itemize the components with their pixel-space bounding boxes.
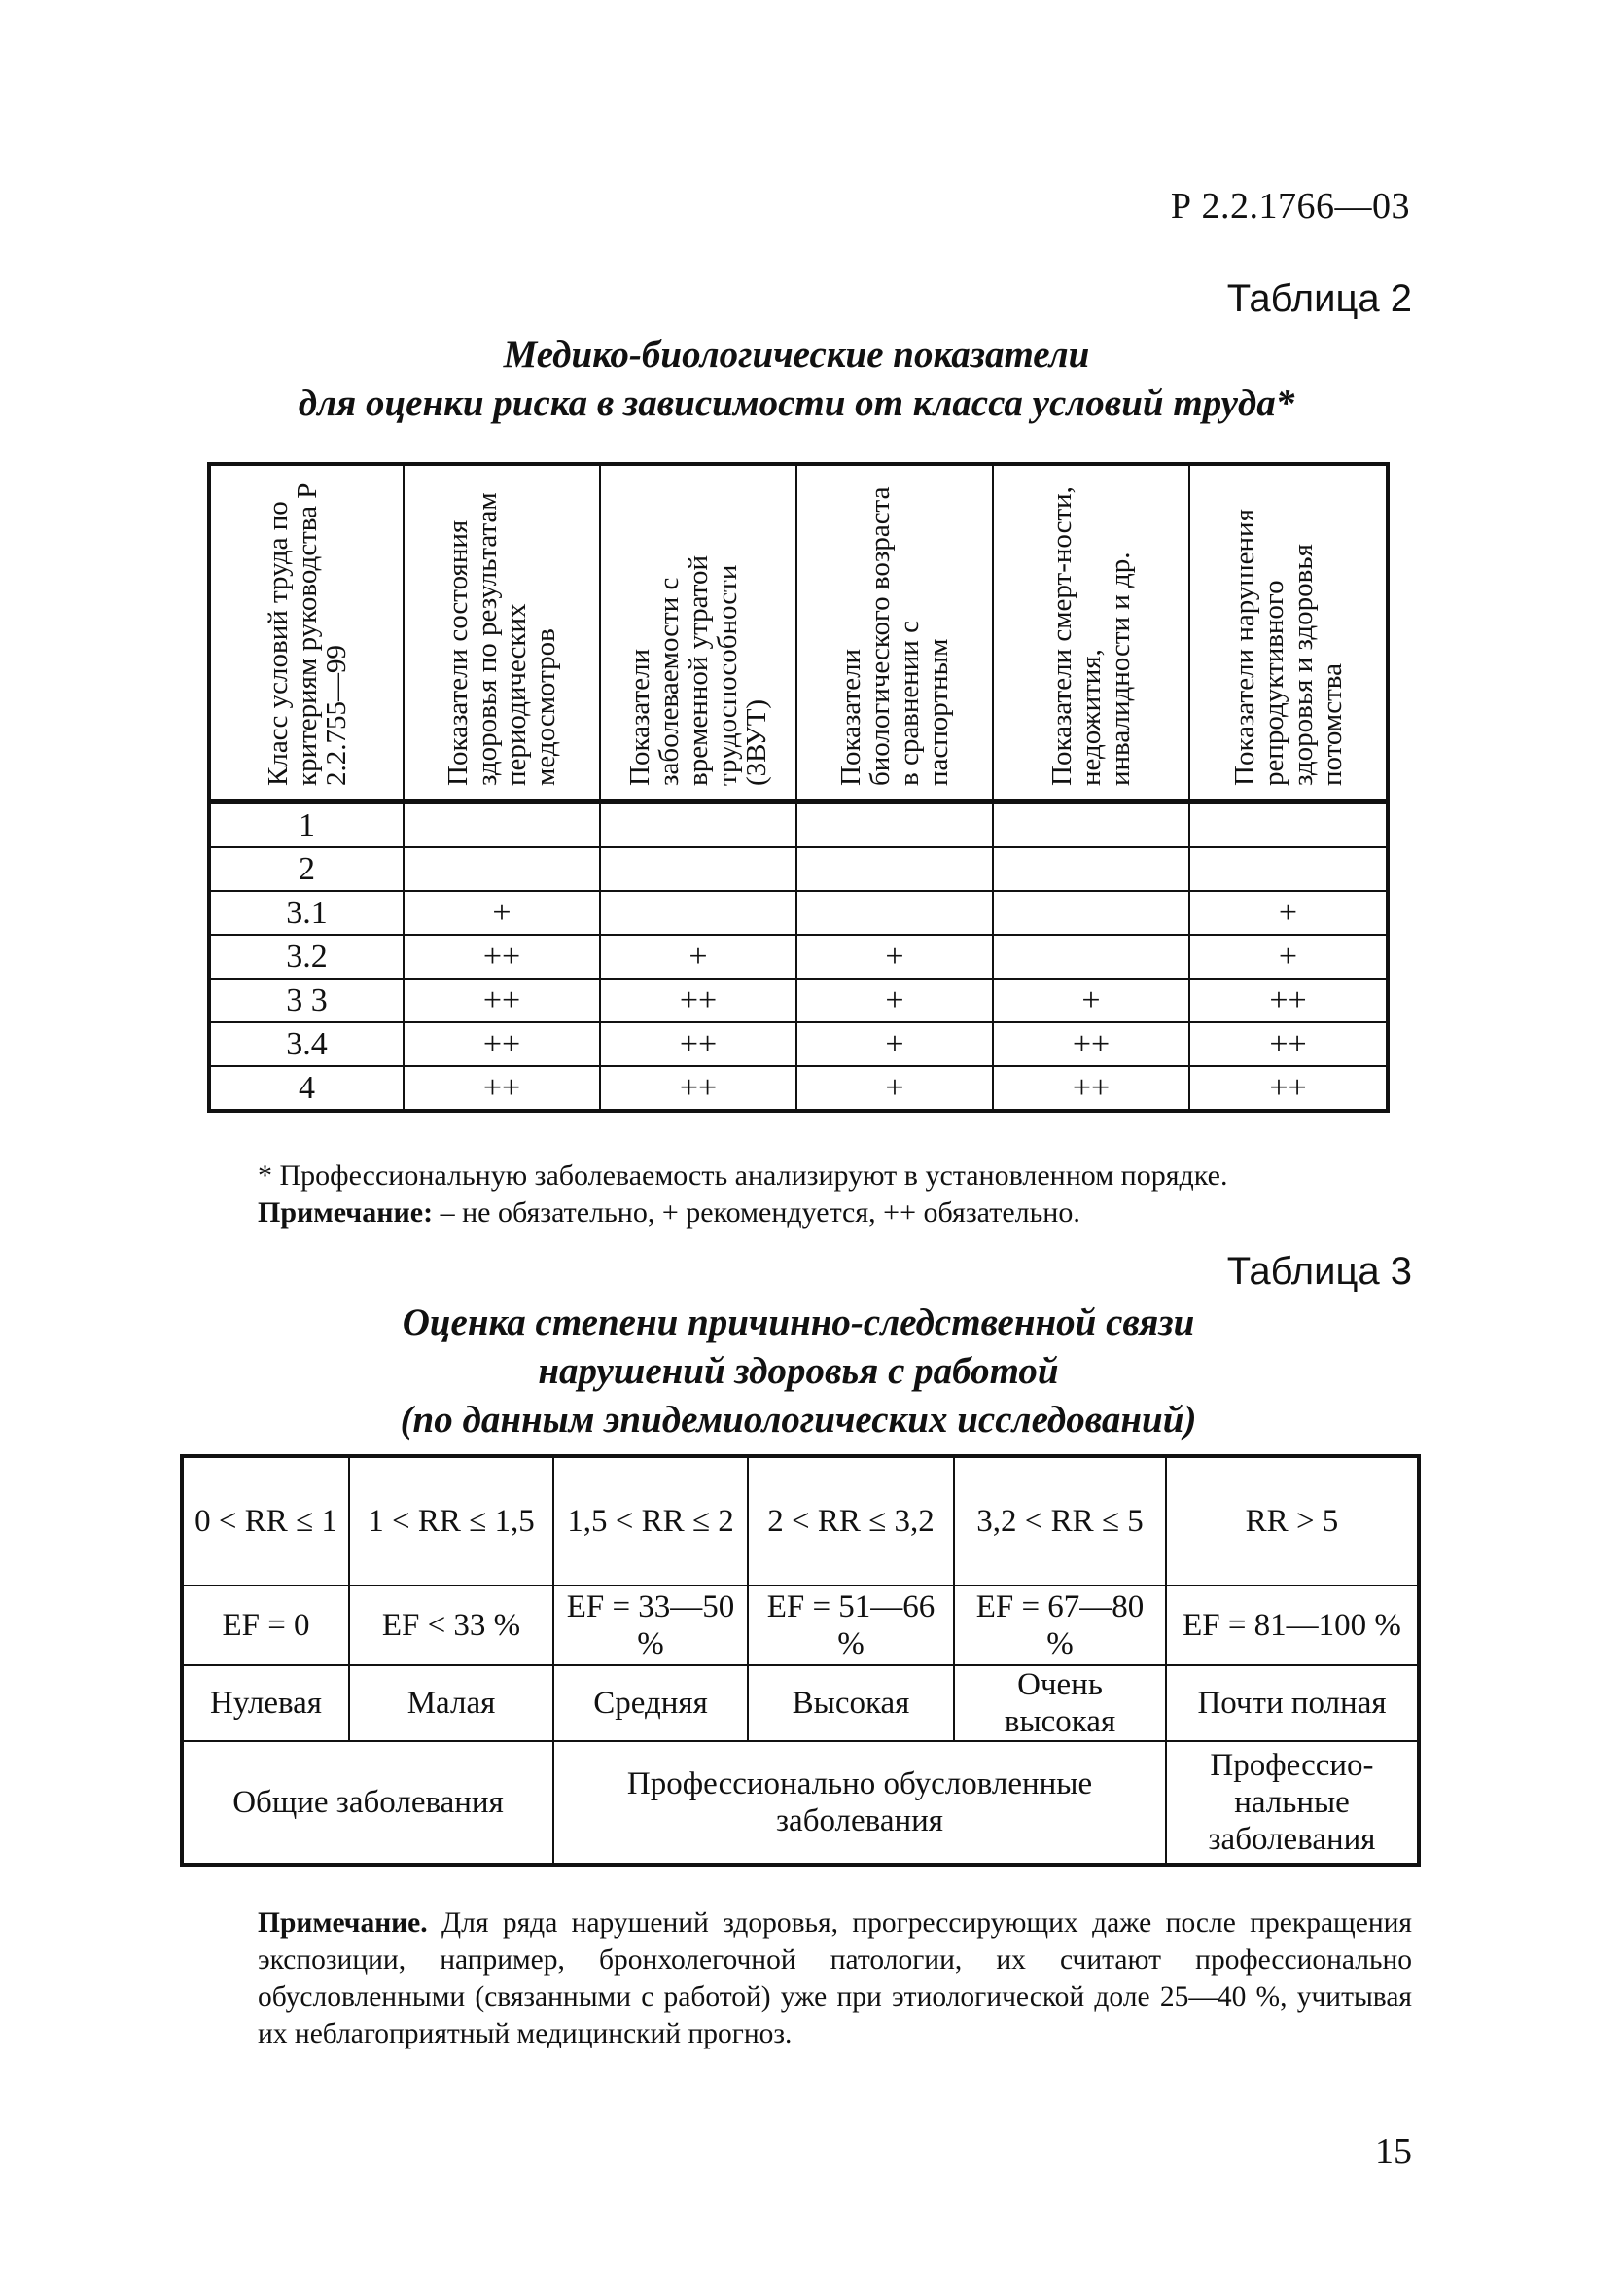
ef-cell: EF = 67—80 % [954, 1585, 1166, 1665]
ef-cell: EF = 33—50 % [553, 1585, 748, 1665]
table2-footnote: * Профессиональную заболеваемость анализируют в установленном порядке. [258, 1159, 1228, 1192]
table2-title [207, 331, 1386, 428]
table-cell: ++ [993, 1066, 1189, 1111]
table-cell: + [600, 935, 796, 979]
table-cell: ++ [600, 1022, 796, 1066]
table-cell [993, 847, 1189, 891]
category-cell: Профессио-нальные заболевания [1166, 1741, 1419, 1865]
rr-cell: 3,2 < RR ≤ 5 [954, 1456, 1166, 1585]
table-cell [404, 847, 600, 891]
table-cell: + [1189, 935, 1388, 979]
table-cell: ++ [1189, 1066, 1388, 1111]
table2-header-row [209, 464, 1388, 802]
table2-header-text: Показатели смерт-ности, недожития, инвалидности и др. [1046, 485, 1136, 786]
table-cell [796, 847, 993, 891]
document-code: Р 2.2.1766—03 [1170, 186, 1410, 227]
table-cell: ++ [1189, 1022, 1388, 1066]
table2-header-cell [993, 464, 1189, 802]
table2-header-text: Показатели биологического возраста в сравнении с паспортным [835, 486, 954, 786]
ef-cell: EF = 81—100 % [1166, 1585, 1419, 1665]
table3 [180, 1454, 1421, 1867]
degree-cell: Нулевая [182, 1665, 349, 1741]
table-cell [796, 891, 993, 935]
note-label: Примечание. [258, 1907, 428, 1939]
table-row [209, 847, 1388, 891]
table-cell: + [993, 979, 1189, 1022]
table3-label: Таблица 3 [1226, 1250, 1412, 1293]
table-cell [993, 802, 1189, 847]
note-text: Для ряда нарушений здоровья, прогрессирующих даже после прекращения экспозиции, например, бронхолегочной патологии, их считают профессионально обусловленными (связанными с работой) уже при этиологической доле 25—40 %, учитывая их неблагоприятный медицинский прогноз. [258, 1907, 1412, 2049]
table3-title-line1: Оценка степени причинно-следственной связи [402, 1301, 1195, 1343]
table-cell: + [796, 1066, 993, 1111]
table2 [207, 462, 1390, 1113]
table-cell: ++ [1189, 979, 1388, 1022]
table-cell: + [404, 891, 600, 935]
rr-cell: RR > 5 [1166, 1456, 1419, 1585]
table-cell: 4 [209, 1066, 404, 1111]
table-cell: ++ [404, 935, 600, 979]
category-cell: Профессионально обусловленные заболевания [553, 1741, 1166, 1865]
table-cell [993, 935, 1189, 979]
table-cell: ++ [404, 1066, 600, 1111]
table-cell [600, 802, 796, 847]
table3-degree-row [182, 1665, 1419, 1741]
degree-cell: Высокая [748, 1665, 954, 1741]
table-cell [600, 847, 796, 891]
table2-label: Таблица 2 [1226, 277, 1412, 320]
degree-cell: Почти полная [1166, 1665, 1419, 1741]
table3-ef-row [182, 1585, 1419, 1665]
ef-cell: EF = 51—66 % [748, 1585, 954, 1665]
table2-header-text: Класс условий труда по критериям руководства Р 2.2.755—99 [262, 482, 352, 786]
table-cell: + [1189, 891, 1388, 935]
table-cell: 2 [209, 847, 404, 891]
table2-header-cell [600, 464, 796, 802]
table-cell: 1 [209, 802, 404, 847]
table2-title-line2: для оценки риска в зависимости от класса условий труда* [298, 382, 1295, 424]
table2-header-cell [796, 464, 993, 802]
table-cell: ++ [404, 1022, 600, 1066]
table2-title-line1: Медико-биологические показатели [503, 334, 1090, 375]
table-row [209, 891, 1388, 935]
table3-rr-row [182, 1456, 1419, 1585]
table3-note [258, 1905, 1412, 2052]
table-cell [796, 802, 993, 847]
table-cell: 3.2 [209, 935, 404, 979]
table-cell [1189, 802, 1388, 847]
table-cell [404, 802, 600, 847]
table2-header-cell [1189, 464, 1388, 802]
table-cell [1189, 847, 1388, 891]
table3-title-line2: нарушений здоровья с работой [538, 1350, 1059, 1392]
table-cell: + [796, 979, 993, 1022]
ef-cell: EF < 33 % [349, 1585, 553, 1665]
table-cell [600, 891, 796, 935]
rr-cell: 0 < RR ≤ 1 [182, 1456, 349, 1585]
table2-header-text: Показатели нарушения репродуктивного здоровья и здоровья потомства [1228, 508, 1348, 786]
category-cell: Общие заболевания [182, 1741, 553, 1865]
table-row [209, 979, 1388, 1022]
rr-cell: 1 < RR ≤ 1,5 [349, 1456, 553, 1585]
table2-header-text: Показатели заболеваемости с временной утратой трудоспособности (ЗВУТ) [624, 554, 772, 786]
table2-header-cell [209, 464, 404, 802]
rr-cell: 1,5 < RR ≤ 2 [553, 1456, 748, 1585]
table2-header-text: Показатели состояния здоровья по результатам периодических медосмотров [442, 491, 561, 786]
table-cell: + [796, 935, 993, 979]
table-row [209, 802, 1388, 847]
degree-cell: Очень высокая [954, 1665, 1166, 1741]
table3-title-line3: (по данным эпидемиологических исследований) [400, 1399, 1197, 1441]
table3-title [180, 1299, 1417, 1444]
table3-category-row [182, 1741, 1419, 1865]
table-cell: ++ [404, 979, 600, 1022]
table-cell: 3.1 [209, 891, 404, 935]
table2-header-cell [404, 464, 600, 802]
degree-cell: Малая [349, 1665, 553, 1741]
table-cell: ++ [600, 1066, 796, 1111]
table-row [209, 1022, 1388, 1066]
table-row [209, 935, 1388, 979]
table-cell: 3 3 [209, 979, 404, 1022]
table-cell: + [796, 1022, 993, 1066]
table-cell: ++ [993, 1022, 1189, 1066]
table-cell: 3.4 [209, 1022, 404, 1066]
table-row [209, 1066, 1388, 1111]
ef-cell: EF = 0 [182, 1585, 349, 1665]
table-cell [993, 891, 1189, 935]
rr-cell: 2 < RR ≤ 3,2 [748, 1456, 954, 1585]
page-number: 15 [1375, 2131, 1412, 2172]
table2-note-text: – не обязательно, + рекомендуется, ++ обязательно. [433, 1196, 1080, 1229]
table-cell: ++ [600, 979, 796, 1022]
degree-cell: Средняя [553, 1665, 748, 1741]
table2-note [258, 1194, 1080, 1231]
table2-note-label: Примечание: [258, 1196, 434, 1229]
